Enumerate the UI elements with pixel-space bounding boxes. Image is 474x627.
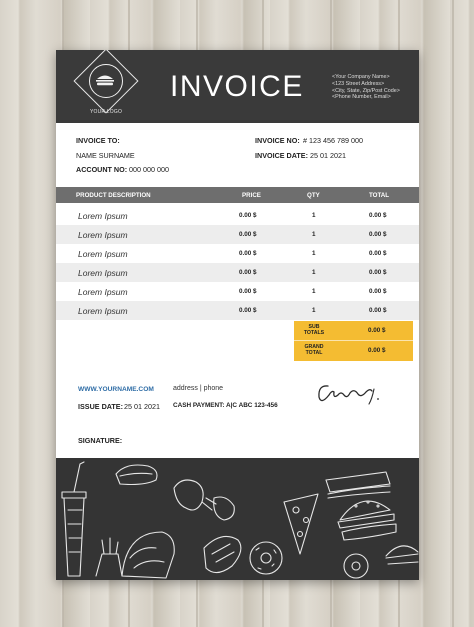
- address-phone: address | phone: [173, 385, 224, 392]
- page-title: INVOICE: [170, 70, 304, 103]
- invoice-no-label: INVOICE NO:: [255, 136, 300, 145]
- food-doodle-footer: [56, 458, 419, 580]
- row-total: 0.00 $: [369, 269, 387, 276]
- invoice-to-label: INVOICE TO:: [76, 136, 120, 145]
- grand-total-label-line1: GRAND: [304, 344, 324, 350]
- row-total: 0.00 $: [369, 307, 387, 314]
- row-total: 0.00 $: [369, 212, 387, 219]
- company-contact: <Phone Number, Email>: [332, 94, 391, 101]
- row-price: 0.00 $: [239, 250, 257, 257]
- website-link[interactable]: WWW.YOURNAME.COM: [78, 386, 154, 393]
- row-price: 0.00 $: [239, 231, 257, 238]
- table-row: [56, 225, 419, 244]
- sandwich-icon: [326, 472, 390, 498]
- burger-logo-icon: [95, 74, 115, 86]
- totals-box: [294, 321, 413, 361]
- invoice-date-value: 25 01 2021: [310, 151, 346, 160]
- company-street: <123 Street Address>: [332, 80, 385, 87]
- grand-total-label: [294, 344, 334, 356]
- account-label: ACCOUNT NO:: [76, 165, 128, 174]
- table-row: [56, 282, 419, 301]
- invoice-date-label: INVOICE DATE:: [255, 151, 308, 160]
- burger-icon-small: [386, 546, 418, 564]
- wrap-icon: [204, 536, 241, 572]
- pizza-slice-icon: [284, 494, 318, 554]
- burger-icon: [338, 501, 396, 540]
- issue-date-value: 25 01 2021: [124, 402, 160, 411]
- table-row: [56, 244, 419, 263]
- company-name: <Your Company Name>: [332, 74, 390, 80]
- row-total: 0.00 $: [369, 231, 387, 238]
- row-price: 0.00 $: [239, 212, 257, 219]
- row-description: Lorem Ipsum: [78, 249, 128, 259]
- plank-seam: [452, 0, 454, 627]
- sub-totals-value: 0.00 $: [368, 327, 386, 334]
- signature-image: [314, 377, 384, 409]
- chicken-wing-icon: [174, 480, 234, 520]
- row-qty: 1: [312, 250, 316, 257]
- sub-totals-label: [294, 324, 334, 336]
- table-row: [56, 263, 419, 282]
- donut-icon: [250, 542, 282, 574]
- company-city: <City, State, Zip/Post Code>: [332, 87, 400, 94]
- row-description: Lorem Ipsum: [78, 230, 128, 240]
- hotdog-icon: [116, 465, 157, 485]
- totals-divider: [294, 340, 413, 341]
- food-doodles-pattern: [56, 458, 419, 580]
- col-qty: QTY: [307, 192, 320, 199]
- row-qty: 1: [312, 288, 316, 295]
- row-description: Lorem Ipsum: [78, 287, 128, 297]
- cash-payment: CASH PAYMENT: A|C ABC 123-456: [173, 402, 278, 409]
- table-row: [56, 301, 419, 320]
- grand-total-value: 0.00 $: [368, 347, 386, 354]
- row-price: 0.00 $: [239, 269, 257, 276]
- grand-total-label-line2: TOTAL: [305, 350, 323, 356]
- table-header: [56, 187, 419, 203]
- row-qty: 1: [312, 307, 316, 314]
- sub-totals-label-line2: TOTALS: [303, 330, 325, 336]
- row-description: Lorem Ipsum: [78, 211, 128, 221]
- logo-text: YOUR LOGO: [89, 109, 123, 115]
- row-price: 0.00 $: [239, 288, 257, 295]
- row-qty: 1: [312, 231, 316, 238]
- row-qty: 1: [312, 269, 316, 276]
- account-value: 000 000 000: [129, 165, 169, 174]
- issue-date-label: ISSUE DATE:: [78, 402, 123, 411]
- col-price: PRICE: [242, 192, 261, 199]
- row-total: 0.00 $: [369, 288, 387, 295]
- signature-label: SIGNATURE:: [78, 436, 123, 445]
- fries-icon: [96, 538, 122, 576]
- row-price: 0.00 $: [239, 307, 257, 314]
- invoice-sheet: [56, 50, 419, 580]
- company-info: [332, 74, 400, 101]
- col-total: TOTAL: [369, 192, 390, 199]
- taco-icon: [122, 532, 174, 578]
- cup-icon: [62, 462, 86, 576]
- donut-icon-small: [344, 554, 368, 578]
- row-qty: 1: [312, 212, 316, 219]
- invoice-no-value: # 123 456 789 000: [303, 136, 363, 145]
- client-name: NAME SURNAME: [76, 151, 135, 160]
- sub-totals-label-line1: SUB: [308, 324, 320, 330]
- row-total: 0.00 $: [369, 250, 387, 257]
- col-description: PRODUCT DESCRIPTION: [76, 192, 151, 199]
- table-row: [56, 206, 419, 225]
- row-description: Lorem Ipsum: [78, 306, 128, 316]
- row-description: Lorem Ipsum: [78, 268, 128, 278]
- invoice-header: [56, 50, 419, 123]
